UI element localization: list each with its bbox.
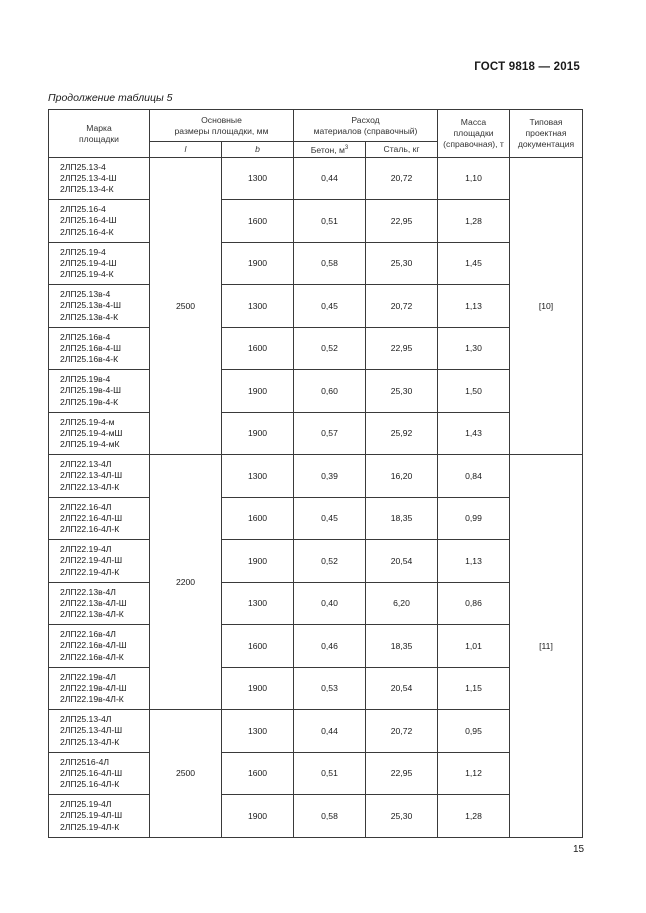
cell-mass: 0,84 [438,455,510,498]
table-row [49,413,583,455]
cell-steel: 25,30 [366,795,438,838]
table-row [49,370,583,413]
cell-mass: 1,45 [438,243,510,285]
table-row [49,455,583,498]
cell-l: 2500 [150,158,222,455]
cell-concrete: 0,52 [294,540,366,583]
cell-concrete: 0,45 [294,285,366,328]
header-mass-line: Масса [460,117,487,127]
cell-b: 1300 [222,158,294,200]
mark-line: 2ЛП25.19в-4 [60,374,111,385]
cell-mass: 1,28 [438,200,510,243]
cell-steel: 20,72 [366,710,438,753]
cell-steel: 25,92 [366,413,438,455]
cell-mark [49,158,150,200]
table-row [49,540,583,583]
header-mass [438,110,510,158]
cell-mass: 1,30 [438,328,510,370]
mark-line: 2ЛП25.19-4-м [60,416,115,427]
cell-l: 2200 [150,455,222,710]
table-row [49,200,583,243]
cell-mark [49,413,150,455]
cell-mark [49,285,150,328]
mark-line: 2ЛП25.13-4Л-Ш [60,725,123,736]
mark-line: 2ЛП22.16в-4Л-Ш [60,640,127,651]
cell-mark [49,753,150,795]
cell-concrete: 0,44 [294,158,366,200]
header-mark-line: Марка [86,122,112,133]
standard-designation: ГОСТ 9818 — 2015 [474,61,580,73]
header-consumption [294,110,438,142]
cell-concrete: 0,51 [294,753,366,795]
header-mass-line: площадки [453,128,494,138]
table-row [49,243,583,285]
header-concrete [294,142,366,158]
table-row [49,753,583,795]
mark-line: 2ЛП25.13в-4 [60,289,111,300]
cell-steel: 20,72 [366,285,438,328]
cell-mass: 0,86 [438,583,510,625]
header-concrete-text: Бетон, м [310,144,345,155]
header-sizes-line: размеры площадки, мм [174,125,269,136]
cell-concrete: 0,45 [294,498,366,540]
mark-line: 2ЛП25.16-4-Ш [60,215,117,226]
header-doc-line: документация [517,139,575,149]
cell-mass: 1,13 [438,540,510,583]
header-b: b [222,142,294,158]
cell-steel: 20,54 [366,540,438,583]
table-row [49,158,583,200]
mark-line: 2ЛП25.16-4 [60,204,106,215]
cell-mark [49,668,150,710]
table-caption: Продолжение таблицы 5 [48,92,173,104]
cell-steel: 22,95 [366,753,438,795]
cell-b: 1300 [222,455,294,498]
mark-line: 2ЛП25.13-4Л [60,714,112,725]
mark-line: 2ЛП25.19-4Л [60,799,112,810]
mark-line: 2ЛП22.19в-4Л [60,671,116,682]
header-sizes-line: Основные [201,114,242,125]
header-doc-line: Типовая [529,117,563,127]
mark-line: 2ЛП22.13в-4Л [60,586,116,597]
cell-concrete: 0,52 [294,328,366,370]
header-consumption-line: Расход [351,114,380,125]
cell-mark [49,583,150,625]
cell-concrete: 0,44 [294,710,366,753]
cell-mark [49,795,150,838]
mark-line: 2ЛП22.19в-4Л-Ш [60,682,127,693]
mark-line: 2ЛП25.19в-4-К [60,396,119,407]
cell-concrete: 0,58 [294,795,366,838]
mark-line: 2ЛП25.16в-4 [60,331,111,342]
cell-b: 1900 [222,370,294,413]
cell-concrete: 0,58 [294,243,366,285]
header-doc [510,110,583,158]
header-concrete-sup: 3 [344,145,349,152]
cell-mark [49,328,150,370]
mark-line: 2ЛП25.19-4-мШ [60,427,123,438]
cell-steel: 25,30 [366,370,438,413]
table-row [49,498,583,540]
cell-b: 1600 [222,328,294,370]
cell-b: 1900 [222,540,294,583]
cell-mass: 1,28 [438,795,510,838]
mark-line: 2ЛП22.16-4Л-Ш [60,512,123,523]
cell-mass: 1,01 [438,625,510,668]
header-doc-line: проектная [525,128,567,138]
page-number: 15 [573,844,585,855]
cell-steel: 18,35 [366,498,438,540]
cell-steel: 22,95 [366,200,438,243]
cell-b: 1900 [222,243,294,285]
cell-l: 2500 [150,710,222,838]
header-l: l [150,142,222,158]
mark-line: 2ЛП22.13-4Л-К [60,481,120,492]
mark-line: 2ЛП22.13в-4Л-Ш [60,597,127,608]
cell-b: 1600 [222,753,294,795]
cell-mark [49,540,150,583]
cell-mass: 1,13 [438,285,510,328]
mark-line: 2ЛП22.19-4Л-К [60,566,120,577]
header-mark-line: площадки [79,133,119,144]
mark-line: 2ЛП25.19-4-Ш [60,257,117,268]
mark-line: 2ЛП22.13в-4Л-К [60,609,124,620]
cell-mass: 1,43 [438,413,510,455]
cell-concrete: 0,46 [294,625,366,668]
cell-mass: 1,10 [438,158,510,200]
data-table [48,109,583,838]
header-steel: Сталь, кг [366,142,438,158]
mark-line: 2ЛП22.19-4Л-Ш [60,555,123,566]
cell-concrete: 0,40 [294,583,366,625]
cell-mark [49,498,150,540]
cell-concrete: 0,39 [294,455,366,498]
table-row [49,710,583,753]
mark-line: 2ЛП22.16-4Л-К [60,524,120,535]
cell-b: 1900 [222,795,294,838]
cell-steel: 18,35 [366,625,438,668]
table-row [49,668,583,710]
mark-line: 2ЛП22.16-4Л [60,501,112,512]
table-row [49,583,583,625]
cell-steel: 20,72 [366,158,438,200]
cell-mark [49,243,150,285]
mark-line: 2ЛП25.16-4Л-К [60,779,120,790]
cell-steel: 22,95 [366,328,438,370]
cell-mark [49,625,150,668]
table-row [49,285,583,328]
cell-b: 1600 [222,498,294,540]
cell-b: 1300 [222,285,294,328]
mark-line: 2ЛП25.13-4-Ш [60,172,117,183]
cell-concrete: 0,60 [294,370,366,413]
cell-concrete: 0,57 [294,413,366,455]
mark-line: 2ЛП25.16-4-К [60,226,114,237]
cell-b: 1600 [222,625,294,668]
cell-mark [49,200,150,243]
mark-line: 2ЛП25.13в-4-Ш [60,300,122,311]
mark-line: 2ЛП25.19-4-К [60,269,114,280]
cell-concrete: 0,53 [294,668,366,710]
mark-line: 2ЛП25.13в-4-К [60,311,119,322]
cell-mass: 1,12 [438,753,510,795]
header-mark [49,110,150,158]
mark-line: 2ЛП25.16-4Л-Ш [60,767,123,778]
cell-mass: 1,50 [438,370,510,413]
header-sizes [150,110,294,142]
mark-line: 2ЛП22.13-4Л-Ш [60,470,123,481]
mark-line: 2ЛП25.19-4Л-К [60,821,120,832]
mark-line: 2ЛП25.19-4Л-Ш [60,810,123,821]
mark-line: 2ЛП22.16в-4Л-К [60,651,124,662]
header-consumption-line: материалов (справочный) [313,125,418,136]
mark-line: 2ЛП25.16в-4-Ш [60,342,122,353]
cell-mark [49,710,150,753]
cell-mark [49,370,150,413]
cell-concrete: 0,51 [294,200,366,243]
cell-mass: 0,99 [438,498,510,540]
cell-mass: 1,15 [438,668,510,710]
mark-line: 2ЛП25.13-4Л-К [60,736,120,747]
cell-b: 1900 [222,413,294,455]
cell-steel: 16,20 [366,455,438,498]
cell-doc: [10] [510,158,583,455]
mark-line: 2ЛП22.13-4Л [60,459,112,470]
header-mass-line: (справочная), т [443,139,504,149]
mark-line: 2ЛП25.19-4-мК [60,439,120,450]
cell-b: 1600 [222,200,294,243]
mark-line: 2ЛП25.19-4 [60,246,106,257]
cell-steel: 25,30 [366,243,438,285]
mark-line: 2ЛП22.19-4Л [60,544,112,555]
table-row [49,625,583,668]
mark-line: 2ЛП25.13-4-К [60,184,114,195]
cell-b: 1300 [222,583,294,625]
cell-doc: [11] [510,455,583,838]
table-row [49,328,583,370]
mark-line: 2ЛП25.13-4 [60,161,106,172]
mark-line: 2ЛП25.16в-4-К [60,354,119,365]
cell-mass: 0,95 [438,710,510,753]
mark-line: 2ЛП22.19в-4Л-К [60,694,124,705]
cell-mark [49,455,150,498]
mark-line: 2ЛП25.19в-4-Ш [60,385,122,396]
cell-b: 1900 [222,668,294,710]
table-body [49,158,583,838]
mark-line: 2ЛП2516-4Л [60,756,109,767]
cell-steel: 20,54 [366,668,438,710]
cell-b: 1300 [222,710,294,753]
cell-steel: 6,20 [366,583,438,625]
mark-line: 2ЛП22.16в-4Л [60,629,116,640]
table-row [49,795,583,838]
